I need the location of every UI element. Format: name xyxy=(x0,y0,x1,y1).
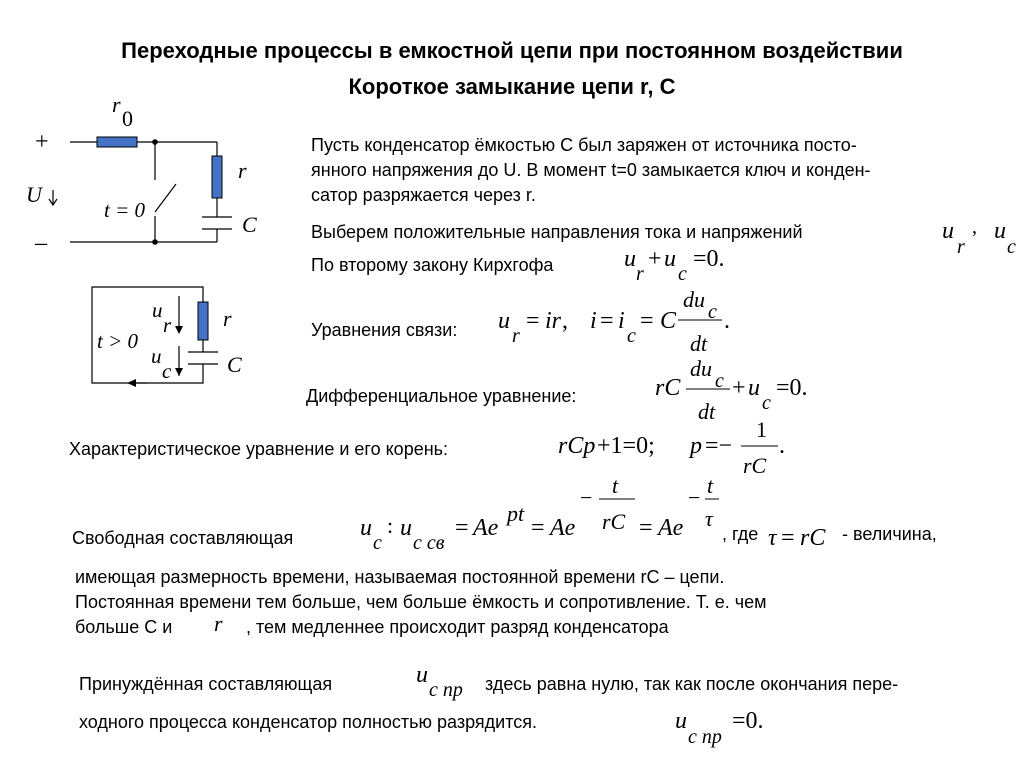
label-ur-sub: r xyxy=(163,313,172,337)
svg-text:−: − xyxy=(580,485,593,510)
svg-text:+: + xyxy=(648,246,662,272)
svg-text:=: = xyxy=(781,525,795,551)
svg-text:,: , xyxy=(562,308,568,334)
label-t-greater-0: t > 0 xyxy=(97,329,139,353)
svg-text:du: du xyxy=(683,287,705,312)
svg-text:ir: ir xyxy=(545,308,562,334)
svg-text:c пр: c пр xyxy=(688,726,722,748)
svg-text:u: u xyxy=(416,662,428,688)
svg-text:.: . xyxy=(724,308,730,334)
formula-comma: , xyxy=(972,216,977,238)
svg-text:rC: rC xyxy=(800,525,826,551)
svg-text:τ: τ xyxy=(768,525,777,551)
svg-text:du: du xyxy=(690,356,712,381)
svg-text:c: c xyxy=(708,301,717,323)
svg-text:=0.: =0. xyxy=(732,708,764,734)
label-U: U xyxy=(26,182,42,207)
circuit-diagram-discharge xyxy=(85,280,265,395)
svg-text:τ: τ xyxy=(705,506,713,531)
formula-tau xyxy=(765,522,850,554)
svg-text:=: = xyxy=(526,308,540,334)
label-uc-sub: c xyxy=(162,359,172,383)
svg-text:dt: dt xyxy=(690,331,708,355)
svg-text:+1=0;: +1=0; xyxy=(597,433,655,459)
svg-text:t: t xyxy=(707,474,714,498)
svg-text:=: = xyxy=(600,308,614,334)
tau-line-1: имеющая размерность времени, называемая постоянной времени rC – цепи. xyxy=(75,567,725,587)
forced-line-1b: здесь равна нулю, так как после окончания пере- xyxy=(485,674,899,694)
svg-text:r: r xyxy=(512,325,520,347)
svg-text:i: i xyxy=(618,308,625,334)
label-minus: – xyxy=(35,230,47,256)
svg-text:=: = xyxy=(639,515,653,541)
tau-line-3-r: r xyxy=(214,611,223,636)
svg-text:=0.: =0. xyxy=(776,375,808,401)
label-r0-subscript: 0 xyxy=(122,106,133,131)
circuit-diagram-charged xyxy=(20,92,280,262)
free-where-text: , где xyxy=(722,524,759,544)
free-magnitude-text: - величина, xyxy=(842,524,937,544)
label-r: r xyxy=(238,158,247,183)
label-C: C xyxy=(227,352,242,377)
svg-text:u: u xyxy=(748,375,760,401)
svg-text:dt: dt xyxy=(698,399,716,424)
label-uc-u: u xyxy=(151,344,162,368)
diffeq-text: Дифференциальное уравнение: xyxy=(306,386,577,406)
forced-line-1a: Принуждённая составляющая xyxy=(79,674,333,694)
svg-text:c: c xyxy=(627,325,636,347)
svg-text:u: u xyxy=(360,515,372,541)
svg-text:Ae: Ae xyxy=(658,515,684,541)
label-t-equals-0: t = 0 xyxy=(104,198,146,222)
slide-title: Переходные процессы в емкостной цепи при постоянном воздействии xyxy=(121,38,903,63)
svg-text:−: − xyxy=(688,485,701,510)
svg-text:.: . xyxy=(779,433,785,459)
svg-text:pt: pt xyxy=(507,501,525,526)
svg-text::: : xyxy=(387,513,394,538)
svg-text:rCp: rCp xyxy=(558,433,596,459)
svg-text:c св: c св xyxy=(413,532,445,554)
svg-text:c пр: c пр xyxy=(429,679,463,701)
svg-text:=0.: =0. xyxy=(693,246,725,272)
formula-ur-uc-sub-r: r xyxy=(957,236,965,258)
svg-text:C: C xyxy=(660,308,677,334)
svg-text:1: 1 xyxy=(756,417,767,442)
formula-uc-sub-c: c xyxy=(1007,236,1016,258)
tau-line-3b: , тем медленнее происходит разряд конденсатора xyxy=(246,617,669,637)
relations-text: Уравнения связи: xyxy=(311,320,458,340)
formula-kirchhoff xyxy=(616,240,756,285)
svg-text:=: = xyxy=(640,308,654,334)
svg-text:p: p xyxy=(690,433,702,459)
svg-text:c: c xyxy=(762,392,771,414)
intro-line-1: Пусть конденсатор ёмкостью C был заряжен от источника посто- xyxy=(311,135,857,155)
label-plus: + xyxy=(35,129,49,155)
formula-free-component xyxy=(355,474,735,559)
svg-text:i: i xyxy=(590,308,597,334)
formula-uc: u xyxy=(994,218,1006,244)
label-r0: r xyxy=(112,92,121,117)
svg-text:u: u xyxy=(624,246,636,272)
intro-line-2: янного напряжения до U. В момент t=0 замыкается ключ и конден- xyxy=(311,160,871,180)
svg-text:c: c xyxy=(678,263,687,285)
svg-text:rC: rC xyxy=(743,453,767,478)
svg-text:u: u xyxy=(664,246,676,272)
svg-text:c: c xyxy=(715,370,724,392)
characteristic-text: Характеристическое уравнение и его корень: xyxy=(69,439,449,459)
svg-text:rC: rC xyxy=(602,509,626,534)
svg-text:c: c xyxy=(373,532,382,554)
label-r: r xyxy=(223,306,232,331)
free-component-text: Свободная составляющая xyxy=(72,528,294,548)
formula-uc-forced-zero xyxy=(672,700,792,750)
forced-line-2: ходного процесса конденсатор полностью разрядится. xyxy=(79,712,538,732)
intro-paragraph xyxy=(311,133,871,208)
tau-line-2: Постоянная времени тем больше, чем больше ёмкость и сопротивление. Т. е. чем xyxy=(75,592,767,612)
label-C: C xyxy=(242,212,257,237)
tau-line-3a: больше C и xyxy=(75,617,173,637)
label-ur-u: u xyxy=(152,298,163,322)
formula-relations xyxy=(490,285,740,355)
svg-text:t: t xyxy=(612,474,619,498)
tau-paragraph xyxy=(75,565,767,615)
svg-text:+: + xyxy=(732,375,746,401)
svg-text:u: u xyxy=(400,515,412,541)
svg-text:rC: rC xyxy=(655,375,681,401)
formula-ur-uc: u xyxy=(942,218,954,244)
formula-uc-forced xyxy=(413,660,483,702)
svg-text:Ae: Ae xyxy=(473,515,499,541)
svg-text:u: u xyxy=(675,708,687,734)
svg-text:r: r xyxy=(636,263,644,285)
directions-text: Выберем положительные направления тока и напряжений xyxy=(311,222,803,242)
kirchhoff-text: По второму закону Кирхгофа xyxy=(311,255,554,275)
svg-text:=−: =− xyxy=(705,433,733,459)
svg-text:Ae: Ae xyxy=(550,515,576,541)
slide-subtitle: Короткое замыкание цепи r, C xyxy=(348,74,676,99)
intro-line-3: сатор разряжается через r. xyxy=(311,185,536,205)
formula-characteristic xyxy=(553,415,803,480)
svg-text:=: = xyxy=(455,515,469,541)
svg-text:=: = xyxy=(531,515,545,541)
svg-text:u: u xyxy=(498,308,510,334)
